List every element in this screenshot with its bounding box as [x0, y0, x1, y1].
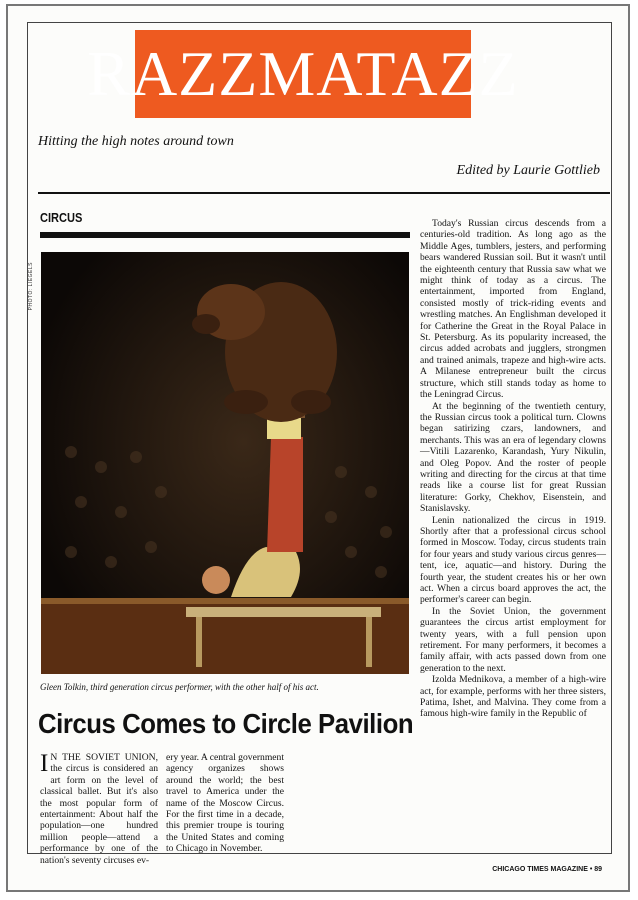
masthead-title: RAZZMATAZZ — [87, 38, 519, 109]
section-label: CIRCUS — [40, 210, 83, 225]
right-paragraph: In the Soviet Union, the government guarantees the circus artist employment for twenty years, with a full pension upon retirement. For many performers, it becomes a family affair, with acts passed down from one generation to the next. — [420, 605, 606, 674]
editor-credit: Edited by Laurie Gottlieb — [456, 163, 600, 178]
right-paragraph: Izolda Mednikova, a member of a high-wire act, for example, performs with her three sisters, Patima, Ishet, and Malvina. They come from a famous high-wire family in the Republic of — [420, 674, 606, 720]
lead-smallcaps: N THE SOVIET UNION, — [50, 752, 158, 763]
body-column-2 — [166, 752, 284, 855]
tagline: Hitting the high notes around town — [38, 134, 234, 149]
circus-photo — [41, 252, 409, 674]
drop-cap: I — [40, 750, 49, 777]
page-footer: CHICAGO TIMES MAGAZINE • 89 — [492, 866, 602, 873]
top-rule — [38, 192, 610, 194]
right-paragraph: Today's Russian circus descends from a centuries-old tradition. As long ago as the Middle Ages, tumblers, jesters, and performing bears wandered Russian soil. But it wasn't until the eighteenth century that Russia saw what we might think of today as a circus. The entertainment, imported from England, consisted mostly of trick-riding events and wrestling matches. An Englishman developed it for Catherine the Great in the Royal Palace in St. Petersburg. As its popularity increased, the circus added acrobats and jugglers, strongmen and trained animals, trapeze and high-wire acts. A Milanese entrepreneur built the circus structure, which still stands today as home to the Leningrad Circus. — [420, 218, 606, 401]
body-column-1 — [40, 752, 158, 866]
masthead-banner — [87, 30, 519, 118]
right-paragraph: At the beginning of the twentieth century, the Russian circus took a political turn. Clowns began satirizing czars, landowners, and merchants. This was an era of legendary clowns—Vitili Lazarenko, Karandash, Yury Nikulin, and Oleg Popov. And the roster of people writing and directing for the circus at that time reads like a course list for great Russian literature: Gorky, Chekhov, Eisenstein, and Stanislavsky. — [420, 400, 606, 515]
column-1-text: the circus is considered an art form on the level of classical ballet. But it's also the most popular form of entertainment: About half the population—one hundred million people—attend a performance by one of the nation's seventy circuses ev- — [40, 763, 158, 866]
headline: Circus Comes to Circle Pavilion — [38, 708, 414, 739]
photo-credit: PHOTO: LIEGELS — [28, 262, 34, 311]
bear-acrobat-illustration — [41, 252, 409, 674]
column-2-text: ery year. A central government agency organizes shows around the world; the best travel to America under the name of the Moscow Circus. For the first time in a decade, this premier troupe is touring the United States and coming to Chicago in November. — [166, 752, 285, 855]
section-bar — [40, 232, 410, 238]
right-paragraph: Lenin nationalized the circus in 1919. Shortly after that a professional circus school formed in Moscow. Today, circus students train for four years and study various circus genres—tent, ice, aquatic—and history. During the fourth year, the student creates his or her own act. When a circus board approves the act, the performer's career can begin. — [420, 514, 606, 606]
body-column-right — [420, 218, 606, 720]
photo-caption: Gleen Tolkin, third generation circus performer, with the other half of his act. — [40, 682, 319, 692]
